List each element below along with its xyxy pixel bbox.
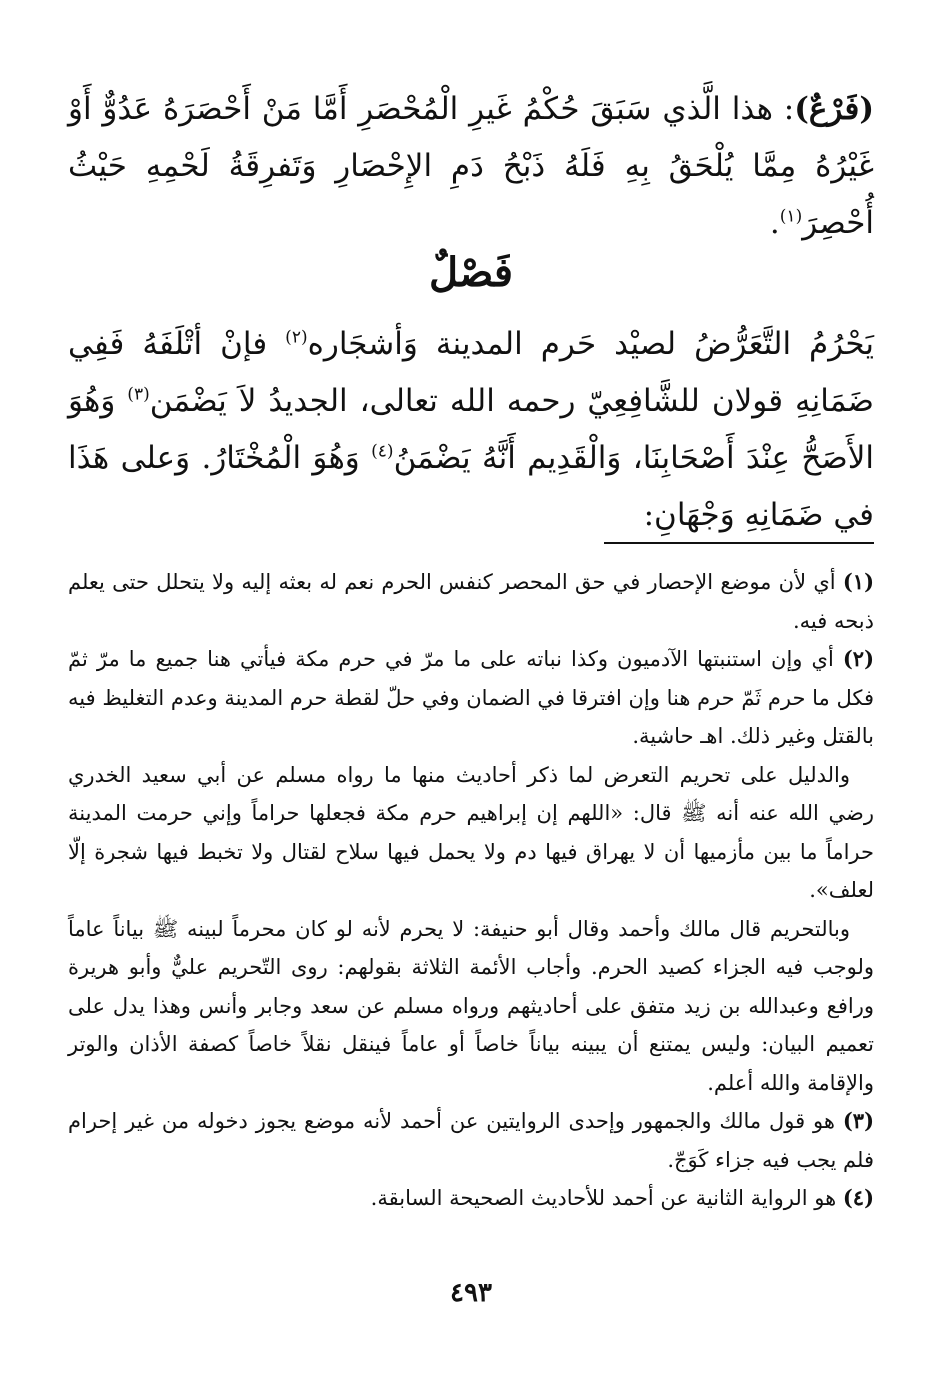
footnote-ref-1: (١) [779, 206, 803, 227]
footnote-ref-4: (٤) [371, 441, 394, 462]
main-text-seg2: فإنْ أتْلَفَهُ فَفِي ضَمَانِهِ قولان للشَّافِعِيّ رحمه الله تعالى، الجديدُ لاَ يَضْمَن [68, 326, 874, 419]
section-title: فَصْلٌ [428, 249, 514, 296]
footnote-4-number: (٤) [842, 1185, 874, 1210]
page-number: ٤٩٣ [450, 1278, 492, 1308]
footnote-ref-3: (٣) [127, 384, 150, 405]
main-paragraph [68, 316, 874, 544]
footnote-ref-2: (٢) [285, 327, 308, 348]
main-text-seg3: وَهُوَ الأَصَحُّ عِنْدَ أَصْحَابِنَا، وَالْقَدِيم أَنَّهُ يَضْمَنُ [68, 383, 874, 476]
branch-paragraph [68, 81, 874, 252]
footnote-2-paragraph-2: والدليل على تحريم التعرض لما ذكر أحاديث منها ما رواه مسلم عن أبي سعيد الخدري رضي الله عنه أنه ﷺ قال: «اللهم إن إبراهيم حرم مكة فجعلها حراماً وإني حرمت المدينة حراماً ما بين مأزميها أن لا يهراق فيها دم ولا يحمل فيها سلاح لقتال ولا تخبط فيها شجرة إلّا لعلف». [68, 762, 874, 902]
branch-end: . [769, 205, 780, 241]
footnote-2-text: أي وإن استنبتها الآدميون وكذا نباته على ما مرّ في حرم مكة فيأتي هنا جميع ما مرّ ثمّ فكل ما حرم ثَمّ حرم هنا وإن افترقا في الضمان وفي حلّ لقطة حرم المدينة وعدم التغليظ فيه بالقتل وغير ذلك. اهـ حاشية. [68, 647, 874, 748]
footnote-3-text: هو قول مالك والجمهور وإحدى الروايتين عن أحمد لأنه موضع يجوز دخوله من غير إحرام فلم يجب فيه جزاء كَوَجّ. [68, 1109, 874, 1172]
footnote-2-number: (٢) [842, 646, 874, 671]
main-text-seg4: وَهُوَ الْمُخْتَارُ. وَعلى هَذَا في ضَمَانِهِ وَجْهَانِ: [68, 440, 874, 533]
footnote-1-number: (١) [842, 569, 874, 594]
footnote-2 [68, 640, 874, 756]
footnote-2-paragraph-3: وبالتحريم قال مالك وأحمد وقال أبو حنيفة: لا يحرم لأنه لو كان محرماً لبينه ﷺ بياناً عاماً ولوجب فيه الجزاء كصيد الحرم. وأجاب الأئمة الثلاثة بقولهم: روى التّحريم عليٌّ وأبو هريرة ورافع وعبدالله بن زيد متفق على أحاديثهم ورواه مسلم عن سعد وجابر وأنس وهذا يدل على تعميم البيان: وليس يمتنع أن يبينه بياناً خاصاً أو عاماً فينقل نقلاً خاصاً كصفة الأذان والوتر والإقامة والله أعلم. [68, 916, 874, 1095]
main-text [68, 316, 874, 544]
footnotes-section [68, 563, 874, 1218]
branch-text [68, 81, 874, 252]
footnote-4 [68, 1179, 874, 1218]
footnote-4-text: هو الرواية الثانية عن أحمد للأحاديث الصحيحة السابقة. [370, 1186, 843, 1210]
footnote-1-text: أي لأن موضع الإحصار في حق المحصر كنفس الحرم نعم له بعثه إليه ولا يتحلل حتى يعلم ذبحه فيه. [68, 570, 874, 633]
main-text-seg1: يَحْرُمُ التَّعَرُّضُ لصيْد حَرم المدينة وَأشجَاره [307, 326, 874, 362]
branch-body: : هذا الَّذي سَبَقَ حُكْمُ غَيرِ الْمُحْصَرِ أَمَّا مَنْ أَحْصَرَهُ عَدُوٌّ أَوْ غَيْرُهُ مِمَّا يُلْحَقُ بِهِ فَلَهُ ذَبْحُ دَمِ الإِحْصَارِ وَتَفرِقَةُ لَحْمِهِ حَيْثُ أُحْصِرَ [68, 91, 874, 241]
footnote-1 [68, 563, 874, 640]
footnote-3-number: (٣) [842, 1108, 874, 1133]
footnote-divider [604, 542, 874, 544]
footnote-3 [68, 1102, 874, 1179]
branch-label: (فَرْعٌ) [794, 91, 874, 127]
